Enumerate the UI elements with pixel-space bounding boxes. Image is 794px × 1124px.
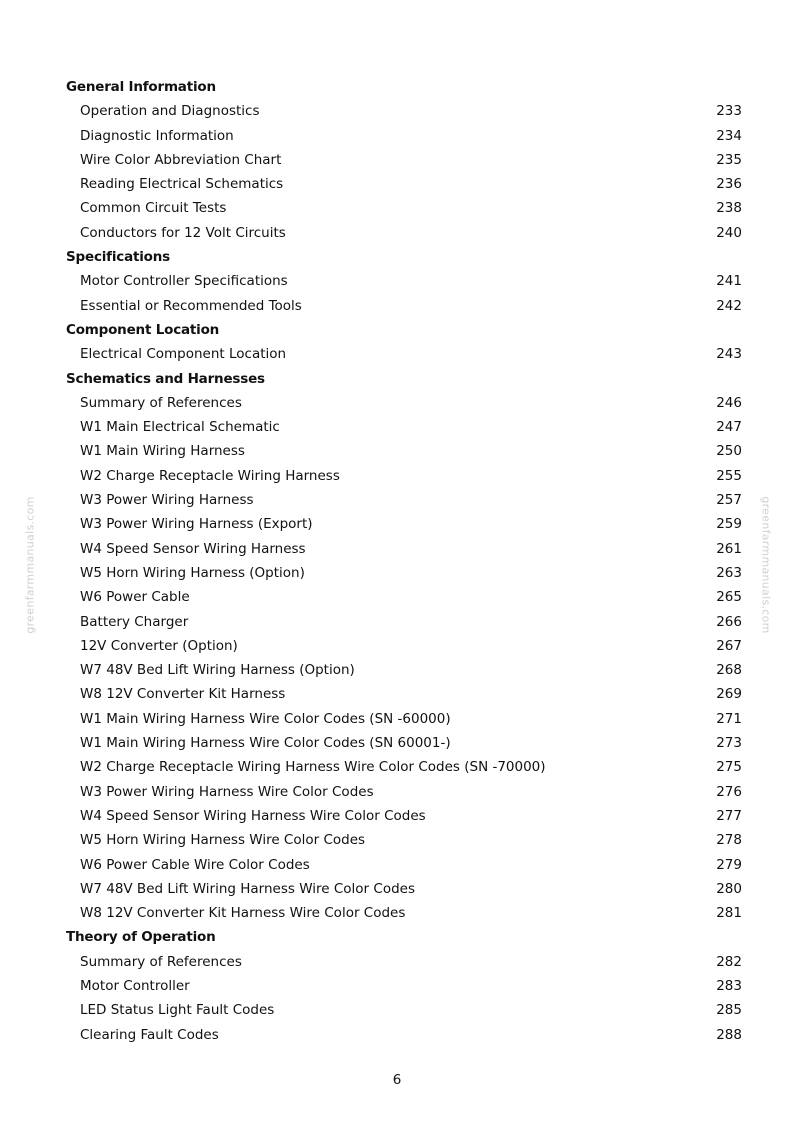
toc-entry-title: W3 Power Wiring Harness (Export) bbox=[80, 516, 313, 533]
section-heading: Component Location bbox=[66, 321, 220, 338]
toc-entry[interactable] bbox=[66, 634, 742, 658]
toc-entry-page: 242 bbox=[716, 297, 742, 314]
toc-entry-title: W7 48V Bed Lift Wiring Harness (Option) bbox=[80, 662, 355, 679]
toc-entry-title: Motor Controller Specifications bbox=[80, 273, 288, 290]
toc-entry[interactable] bbox=[66, 901, 742, 925]
toc-entry-title: W6 Power Cable Wire Color Codes bbox=[80, 856, 310, 873]
toc-entry-page: 275 bbox=[716, 759, 742, 776]
toc-entry-page: 285 bbox=[716, 1002, 742, 1019]
toc-entry-page: 269 bbox=[716, 686, 742, 703]
toc-entry[interactable] bbox=[66, 974, 742, 998]
watermark-left: greenfarmmanuals.com bbox=[23, 496, 37, 634]
toc-entry-title: W2 Charge Receptacle Wiring Harness bbox=[80, 467, 340, 484]
toc-entry-title: W1 Main Wiring Harness Wire Color Codes (SN -60000) bbox=[80, 710, 451, 727]
toc-entry-title: Summary of References bbox=[80, 394, 242, 411]
toc-entry-title: W8 12V Converter Kit Harness Wire Color Codes bbox=[80, 905, 406, 922]
toc-entry-page: 261 bbox=[716, 540, 742, 557]
toc-entry[interactable] bbox=[66, 196, 742, 220]
toc-entry-title: Wire Color Abbreviation Chart bbox=[80, 151, 282, 168]
toc-entry-page: 247 bbox=[716, 419, 742, 436]
toc-entry-title: W1 Main Wiring Harness Wire Color Codes (SN 60001-) bbox=[80, 735, 451, 752]
toc-entry-title: Common Circuit Tests bbox=[80, 200, 227, 217]
toc-entry[interactable] bbox=[66, 682, 742, 706]
toc-entry-title: Conductors for 12 Volt Circuits bbox=[80, 224, 286, 241]
toc-entry-page: 282 bbox=[716, 953, 742, 970]
toc-entry-page: 276 bbox=[716, 783, 742, 800]
toc-entry-page: 241 bbox=[716, 273, 742, 290]
toc-entry-title: W4 Speed Sensor Wiring Harness Wire Color Codes bbox=[80, 807, 426, 824]
toc-entry[interactable] bbox=[66, 804, 742, 828]
toc-entry[interactable] bbox=[66, 294, 742, 318]
toc-entry[interactable] bbox=[66, 488, 742, 512]
toc-entry-page: 236 bbox=[716, 176, 742, 193]
toc-entry-page: 283 bbox=[716, 977, 742, 994]
toc-entry[interactable] bbox=[66, 658, 742, 682]
toc-entry[interactable] bbox=[66, 464, 742, 488]
toc-entry-page: 267 bbox=[716, 637, 742, 654]
toc-entry-title: Reading Electrical Schematics bbox=[80, 176, 284, 193]
toc-entry-title: W6 Power Cable bbox=[80, 589, 190, 606]
toc-entry-title: Motor Controller bbox=[80, 977, 190, 994]
toc-entry[interactable] bbox=[66, 148, 742, 172]
section-heading: Specifications bbox=[66, 249, 170, 266]
toc-entry-page: 238 bbox=[716, 200, 742, 217]
section-heading: Schematics and Harnesses bbox=[66, 370, 265, 387]
toc-entry-page: 271 bbox=[716, 710, 742, 727]
toc-entry[interactable] bbox=[66, 561, 742, 585]
toc-entry-title: W1 Main Electrical Schematic bbox=[80, 419, 280, 436]
toc-entry[interactable] bbox=[66, 1023, 742, 1047]
toc-entry-title: 12V Converter (Option) bbox=[80, 637, 238, 654]
page-number: 6 bbox=[392, 1072, 402, 1088]
toc-entry-title: W5 Horn Wiring Harness Wire Color Codes bbox=[80, 832, 366, 849]
toc-entry-title: W8 12V Converter Kit Harness bbox=[80, 686, 286, 703]
toc-entry[interactable] bbox=[66, 731, 742, 755]
toc-entry[interactable] bbox=[66, 537, 742, 561]
toc-entry-title: W3 Power Wiring Harness Wire Color Codes bbox=[80, 783, 374, 800]
toc-entry-title: Clearing Fault Codes bbox=[80, 1026, 219, 1043]
toc-entry[interactable] bbox=[66, 853, 742, 877]
toc-entry-page: 281 bbox=[716, 905, 742, 922]
section-heading: General Information bbox=[66, 79, 216, 95]
toc-entry-page: 278 bbox=[716, 832, 742, 849]
toc-entry[interactable] bbox=[66, 877, 742, 901]
toc-entry[interactable] bbox=[66, 172, 742, 196]
toc-entry-page: 257 bbox=[716, 492, 742, 509]
toc-entry[interactable] bbox=[66, 828, 742, 852]
toc-entry-title: LED Status Light Fault Codes bbox=[80, 1002, 275, 1019]
toc-entry[interactable] bbox=[66, 99, 742, 123]
toc-entry[interactable] bbox=[66, 998, 742, 1022]
toc-entry-title: Operation and Diagnostics bbox=[80, 103, 260, 120]
toc-entry-title: W2 Charge Receptacle Wiring Harness Wire Color Codes (SN -70000) bbox=[80, 759, 546, 776]
toc-entry[interactable] bbox=[66, 221, 742, 245]
toc-entry[interactable] bbox=[66, 755, 742, 779]
toc-entry-page: 288 bbox=[716, 1026, 742, 1043]
toc-entry-page: 279 bbox=[716, 856, 742, 873]
toc-entry-page: 268 bbox=[716, 662, 742, 679]
toc-entry[interactable] bbox=[66, 269, 742, 293]
toc-entry-page: 240 bbox=[716, 224, 742, 241]
toc-entry[interactable] bbox=[66, 585, 742, 609]
toc-entry-title: W7 48V Bed Lift Wiring Harness Wire Color Codes bbox=[80, 880, 415, 897]
toc-entry-title: W1 Main Wiring Harness bbox=[80, 443, 245, 460]
toc-entry-title: W4 Speed Sensor Wiring Harness bbox=[80, 540, 306, 557]
toc-entry[interactable] bbox=[66, 391, 742, 415]
toc-entry-page: 277 bbox=[716, 807, 742, 824]
toc-entry[interactable] bbox=[66, 415, 742, 439]
toc-entry-page: 243 bbox=[716, 346, 742, 363]
toc-entry-title: W5 Horn Wiring Harness (Option) bbox=[80, 564, 305, 581]
toc-entry[interactable] bbox=[66, 439, 742, 463]
toc-entry[interactable] bbox=[66, 512, 742, 536]
toc-entry-page: 259 bbox=[716, 516, 742, 533]
toc-entry[interactable] bbox=[66, 342, 742, 366]
toc-entry-page: 273 bbox=[716, 735, 742, 752]
watermark-right: greenfarmmanuals.com bbox=[759, 496, 773, 634]
table-of-contents bbox=[66, 75, 742, 1047]
toc-entry[interactable] bbox=[66, 950, 742, 974]
toc-entry-page: 235 bbox=[716, 151, 742, 168]
toc-entry-page: 255 bbox=[716, 467, 742, 484]
toc-entry-page: 280 bbox=[716, 880, 742, 897]
toc-entry-title: Battery Charger bbox=[80, 613, 189, 630]
toc-entry-page: 234 bbox=[716, 127, 742, 144]
toc-entry[interactable] bbox=[66, 610, 742, 634]
toc-entry-title: Essential or Recommended Tools bbox=[80, 297, 302, 314]
toc-entry-title: Summary of References bbox=[80, 953, 242, 970]
section-heading: Theory of Operation bbox=[66, 929, 216, 946]
toc-entry-title: Electrical Component Location bbox=[80, 346, 287, 363]
toc-entry-page: 246 bbox=[716, 394, 742, 411]
toc-entry[interactable] bbox=[66, 124, 742, 148]
toc-entry-title: Diagnostic Information bbox=[80, 127, 234, 144]
toc-entry-page: 263 bbox=[716, 564, 742, 581]
toc-entry[interactable] bbox=[66, 780, 742, 804]
toc-entry-page: 265 bbox=[716, 589, 742, 606]
toc-entry-title: W3 Power Wiring Harness bbox=[80, 492, 254, 509]
toc-entry-page: 250 bbox=[716, 443, 742, 460]
toc-entry-page: 233 bbox=[716, 103, 742, 120]
toc-entry[interactable] bbox=[66, 707, 742, 731]
toc-entry-page: 266 bbox=[716, 613, 742, 630]
